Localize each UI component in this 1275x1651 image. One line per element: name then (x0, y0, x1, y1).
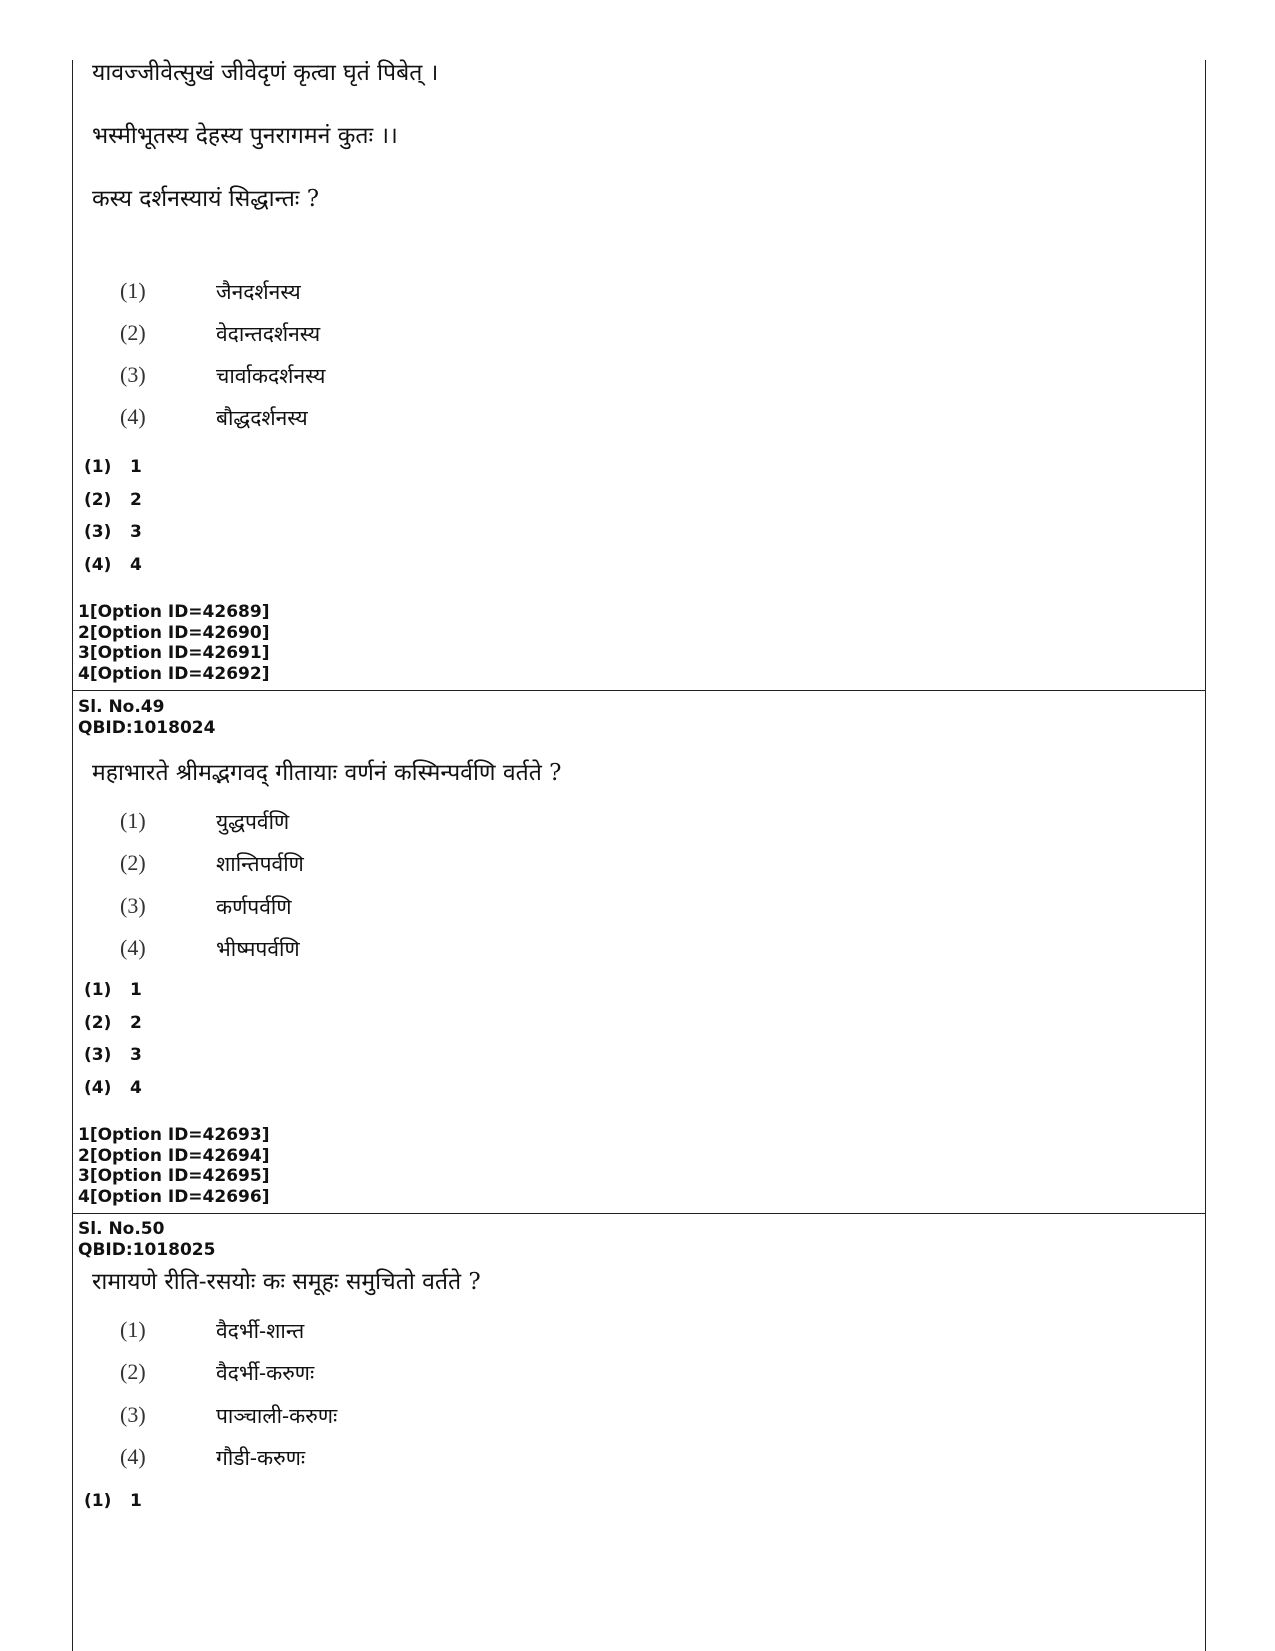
option-text: वैदर्भी-करुणः (216, 1361, 315, 1385)
option-text: चार्वाकदर्शनस्य (216, 364, 326, 388)
answer-choice-3 (84, 522, 142, 542)
answer-value: 2 (130, 490, 142, 510)
answer-value: 1 (130, 980, 142, 1000)
answer-choice-1 (84, 980, 142, 1000)
option-number: (1) (120, 808, 146, 833)
answer-choice-3 (84, 1045, 142, 1065)
answer-value: 4 (130, 1078, 142, 1098)
option-id-list (78, 602, 269, 684)
option-text: युद्धपर्वणि (216, 810, 290, 834)
option-text: पाञ्चाली-करुणः (216, 1404, 338, 1428)
option-number: (1) (120, 1317, 146, 1342)
verse-line-2: भस्मीभूतस्य देहस्य पुनरागमनं कुतः ।। (92, 123, 398, 149)
option-id: 1[Option ID=42693] (78, 1125, 270, 1145)
option-number: (3) (120, 1402, 146, 1427)
question-50-section (72, 1215, 1206, 1651)
option-text: बौद्धदर्शनस्य (216, 406, 308, 430)
question-text: कस्य दर्शनस्यायं सिद्धान्तः ? (92, 186, 320, 212)
option-number: (2) (120, 1359, 146, 1384)
option-number: (1) (120, 278, 146, 303)
qbid: QBID:1018025 (78, 1240, 216, 1260)
option-text: शान्तिपर्वणि (216, 852, 304, 876)
qbid: QBID:1018024 (78, 718, 216, 738)
option-text: भीष्मपर्वणि (216, 937, 300, 961)
option-text: जैनदर्शनस्य (216, 280, 301, 304)
question-48-section (72, 0, 1206, 690)
option-id: 2[Option ID=42690] (78, 622, 270, 643)
answer-number: (4) (84, 555, 112, 575)
answer-value: 1 (130, 1491, 142, 1511)
answer-number: (1) (84, 1491, 112, 1511)
verse-line-1: यावज्जीवेत्सुखं जीवेदृणं कृत्वा घृतं पिबेत् । (92, 60, 439, 86)
answer-number: (4) (84, 1078, 112, 1098)
option-number: (3) (120, 893, 146, 918)
option-text: वैदर्भी-शान्त (216, 1319, 305, 1343)
question-divider (72, 690, 1206, 691)
option-id: 4[Option ID=42696] (78, 1186, 270, 1207)
serial-number: Sl. No.49 (78, 697, 165, 717)
answer-number: (2) (84, 490, 112, 510)
option-id: 4[Option ID=42692] (78, 663, 270, 684)
answer-number: (3) (84, 1045, 112, 1065)
answer-value: 4 (130, 555, 142, 575)
answer-number: (2) (84, 1013, 112, 1033)
option-id: 2[Option ID=42694] (78, 1145, 270, 1166)
answer-value: 3 (130, 522, 142, 542)
answer-choice-4 (84, 555, 142, 575)
answer-choice-2 (84, 490, 142, 510)
answer-number: (1) (84, 457, 112, 477)
option-text: वेदान्तदर्शनस्य (216, 322, 321, 346)
option-id: 3[Option ID=42695] (78, 1166, 270, 1186)
option-number: (3) (120, 362, 146, 387)
question-meta (78, 1219, 215, 1261)
serial-number: Sl. No.50 (78, 1219, 165, 1239)
question-divider (72, 1213, 1206, 1214)
option-number: (4) (120, 1444, 146, 1469)
question-text: रामायणे रीति-रसयोः कः समूहः समुचितो वर्तते ? (92, 1269, 481, 1295)
option-id: 3[Option ID=42691] (78, 643, 270, 663)
question-49-section (72, 692, 1206, 1212)
option-number: (2) (120, 320, 146, 345)
answer-value: 2 (130, 1013, 142, 1033)
option-text: गौडी-करुणः (216, 1446, 306, 1470)
question-meta (78, 697, 215, 739)
question-text: महाभारते श्रीमद्भगवद् गीतायाः वर्णनं कस्मिन्पर्वणि वर्तते ? (92, 760, 562, 786)
answer-number: (1) (84, 980, 112, 1000)
option-number: (2) (120, 850, 146, 875)
option-number: (4) (120, 935, 146, 960)
answer-value: 3 (130, 1045, 142, 1065)
answer-choice-1 (84, 457, 142, 477)
option-id-list (78, 1125, 269, 1207)
answer-choice-1 (84, 1491, 142, 1511)
answer-choice-2 (84, 1013, 142, 1033)
answer-number: (3) (84, 522, 112, 542)
answer-choice-4 (84, 1078, 142, 1098)
answer-value: 1 (130, 457, 142, 477)
option-text: कर्णपर्वणि (216, 895, 292, 919)
option-number: (4) (120, 404, 146, 429)
option-id: 1[Option ID=42689] (78, 602, 270, 622)
